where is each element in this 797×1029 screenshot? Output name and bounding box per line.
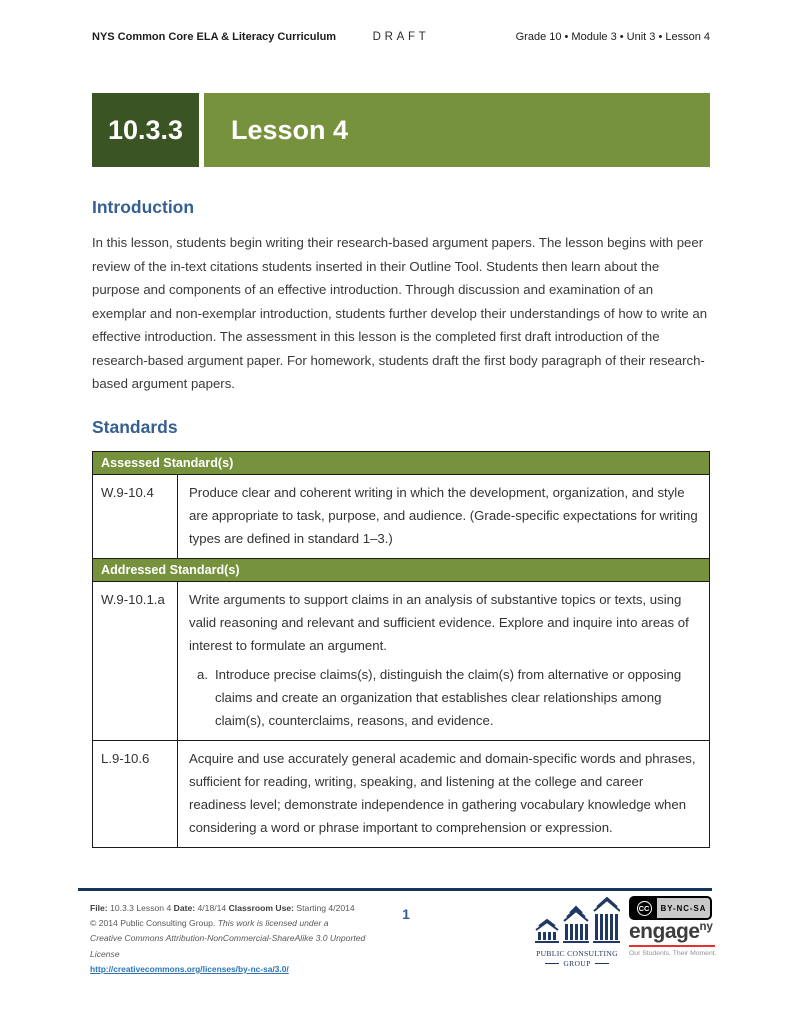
standard-code: W.9-10.1.a xyxy=(93,581,178,740)
license-text-1: This work is licensed under a xyxy=(217,918,329,929)
table-row xyxy=(93,581,710,740)
engageny-logo xyxy=(629,920,715,957)
table-section-row xyxy=(93,558,710,581)
pcg-dash-right xyxy=(595,963,609,964)
footer-file-line xyxy=(90,901,385,916)
creative-commons-link[interactable]: http://creativecommons.org/licenses/by-nc-sa/3.0/ xyxy=(90,963,289,974)
standards-heading: Standards xyxy=(92,416,178,437)
footer-copyright-line xyxy=(90,916,385,931)
lesson-banner xyxy=(92,93,710,167)
file-value: 10.3.3 Lesson 4 xyxy=(110,903,172,913)
standard-code: W.9-10.4 xyxy=(93,474,178,558)
copyright-text: © 2014 Public Consulting Group. xyxy=(90,918,216,929)
footer-file-info xyxy=(90,901,385,977)
lesson-code: 10.3.3 xyxy=(92,93,199,167)
page-number: 1 xyxy=(402,906,410,922)
page-content xyxy=(92,197,710,848)
assessed-standards-header: Assessed Standard(s) xyxy=(93,451,710,474)
lesson-title: Lesson 4 xyxy=(204,93,710,167)
engageny-wordmark xyxy=(629,920,715,944)
standard-code: L.9-10.6 xyxy=(93,740,178,847)
introduction-paragraph: In this lesson, students begin writing their research-based argument papers. The lesson begins with peer review of the in-text citations students inserted in their Outline Tool. Students then learn about the purpose and components of an effective introduction. Through discussion and examination of an exemplar and non-exemplar introduction, students further develop their understandings of how to write an effective introduction. The assessment in this lesson is the completed first draft introduction of the research-based argument paper. For homework, students draft the first body paragraph of their research-based argument papers. xyxy=(92,235,708,391)
running-header xyxy=(92,31,710,47)
cc-license-type: BY-NC-SA xyxy=(657,898,710,918)
table-row xyxy=(93,474,710,558)
license-text-2: Creative Commons Attribution-NonCommercial-ShareAlike 3.0 Unported License xyxy=(90,933,366,959)
engage-tagline: Our Students. Their Moment. xyxy=(629,950,717,957)
standard-text xyxy=(178,581,710,740)
pcg-logo-group-line xyxy=(529,959,625,968)
footer-divider xyxy=(78,888,712,891)
header-draft-watermark: DRAFT xyxy=(372,31,430,43)
pcg-dash-left xyxy=(545,963,559,964)
pcg-logo xyxy=(529,897,625,968)
standard-sub-item xyxy=(189,663,698,732)
standards-table xyxy=(92,451,710,848)
introduction-heading: Introduction xyxy=(92,197,195,217)
sub-item-marker: a. xyxy=(197,666,208,682)
date-value: 4/18/14 xyxy=(197,903,227,913)
addressed-standards-header: Addressed Standard(s) xyxy=(93,558,710,581)
cc-license-badge xyxy=(629,896,712,920)
engage-ny-superscript: ny xyxy=(699,921,713,933)
header-breadcrumb: Grade 10 • Module 3 • Unit 3 • Lesson 4 xyxy=(515,31,710,43)
classroom-use-label: Classroom Use: xyxy=(228,903,295,913)
header-curriculum-title: NYS Common Core ELA & Literacy Curriculum xyxy=(92,31,337,43)
file-label: File: xyxy=(90,903,108,913)
classroom-use-value: Starting 4/2014 xyxy=(296,903,355,913)
table-row xyxy=(93,740,710,847)
table-section-row xyxy=(93,451,710,474)
pcg-logo-text: PUBLIC CONSULTING xyxy=(536,949,618,958)
cc-circle-glyph: CC xyxy=(637,901,652,916)
engage-red-rule xyxy=(629,945,715,947)
standard-main-text: Write arguments to support claims in an analysis of substantive topics or texts, using valid reasoning and relevant and sufficient evidence. Explore and inquire into areas of interest to formulate an argument. xyxy=(189,591,689,653)
standard-text: Acquire and use accurately general academic and domain-specific words and phrases, sufficient for reading, writing, speaking, and listening at the college and career readiness level; demonstrate independence in gathering vocabulary knowledge when considering a word or phrase important to comprehension or expression. xyxy=(178,740,710,847)
pcg-columns-icon xyxy=(534,897,620,944)
standard-text: Produce clear and coherent writing in which the development, organization, and style are appropriate to task, purpose, and audience. (Grade-specific expectations for writing types are defined in standard 1–3.) xyxy=(178,474,710,558)
date-label: Date: xyxy=(173,903,196,913)
cc-icon xyxy=(631,898,657,918)
engage-word: engage xyxy=(629,920,700,943)
pcg-group-text: GROUP xyxy=(563,959,591,968)
sub-item-text: Introduce precise claims(s), distinguish the claim(s) from alternative or opposing claims and create an organization that establishes clear relationships among claim(s), counterclaims, reasons, and evidence. xyxy=(215,666,682,728)
